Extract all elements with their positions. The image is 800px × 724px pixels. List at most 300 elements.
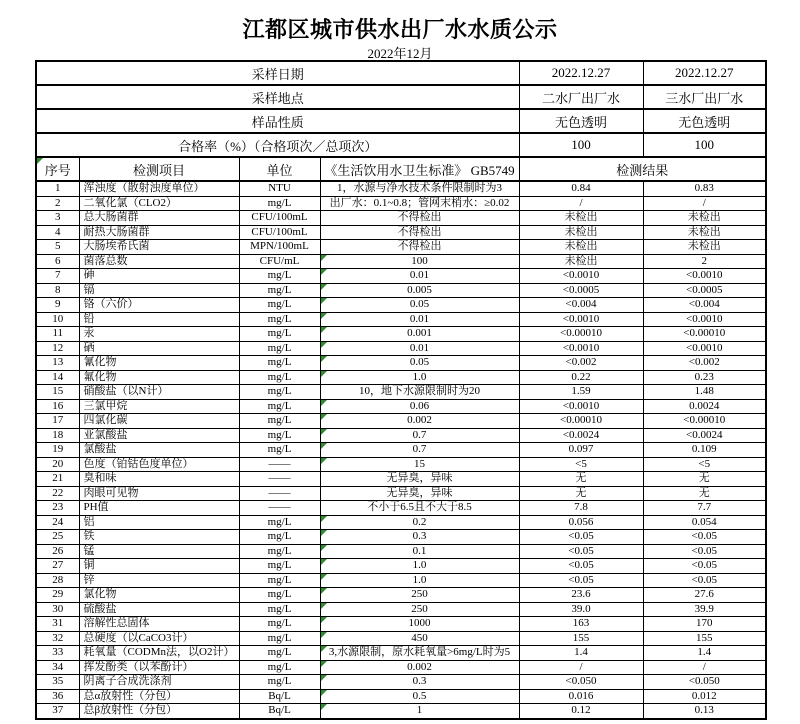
item-cell: 总β放射性（分包） xyxy=(79,704,239,719)
item-cell: 铜 xyxy=(79,559,239,574)
info-value-plant3: 2022.12.27 xyxy=(643,61,766,85)
item-cell: 锰 xyxy=(79,544,239,559)
standard-cell: 0.3 xyxy=(320,530,519,545)
result-cell-plant3: <0.050 xyxy=(643,675,766,690)
standard-cell: 出厂水：0.1~0.8；管网末梢水：≥0.02 xyxy=(320,196,519,211)
standard-cell: 1.0 xyxy=(320,573,519,588)
standard-cell: 不小于6.5且不大于8.5 xyxy=(320,501,519,516)
table-row xyxy=(36,559,766,574)
item-cell: 总硬度（以CaCO3计） xyxy=(79,631,239,646)
seq-cell: 24 xyxy=(36,515,79,530)
result-cell-plant2: <0.002 xyxy=(519,356,643,371)
result-cell-plant3: <0.05 xyxy=(643,544,766,559)
table-row xyxy=(36,269,766,284)
standard-cell: 1，水源与净水技术条件限制时为3 xyxy=(320,181,519,196)
unit-cell: CFU/100mL xyxy=(239,211,320,226)
result-cell-plant3: 未检出 xyxy=(643,211,766,226)
report-month: 2022年12月 xyxy=(367,46,433,61)
column-header-seq-label: 序号 xyxy=(44,162,71,178)
item-cell: PH值 xyxy=(79,501,239,516)
info-row-sampling-date xyxy=(36,61,766,85)
result-cell-plant3: 未检出 xyxy=(643,225,766,240)
result-cell-plant3: 0.0024 xyxy=(643,399,766,414)
excel-flag-icon xyxy=(321,356,327,362)
result-cell-plant2: <0.0024 xyxy=(519,428,643,443)
standard-cell: 无异臭，异味 xyxy=(320,472,519,487)
result-cell-plant3: 1.48 xyxy=(643,385,766,400)
table-row xyxy=(36,660,766,675)
result-cell-plant2: 未检出 xyxy=(519,240,643,255)
excel-flag-icon xyxy=(321,371,327,377)
standard-cell: 10，地下水源限制时为20 xyxy=(320,385,519,400)
unit-cell: mg/L xyxy=(239,573,320,588)
result-cell-plant2: 未检出 xyxy=(519,225,643,240)
seq-cell: 16 xyxy=(36,399,79,414)
table-row xyxy=(36,211,766,226)
item-cell: 硝酸盐（以N计） xyxy=(79,385,239,400)
unit-cell: mg/L xyxy=(239,544,320,559)
seq-cell: 20 xyxy=(36,457,79,472)
result-cell-plant3: 2 xyxy=(643,254,766,269)
excel-flag-icon xyxy=(321,400,327,406)
unit-cell: mg/L xyxy=(239,269,320,284)
seq-cell: 13 xyxy=(36,356,79,371)
result-cell-plant3: 0.109 xyxy=(643,443,766,458)
unit-cell: mg/L xyxy=(239,356,320,371)
result-cell-plant3: <0.00010 xyxy=(643,327,766,342)
seq-cell: 32 xyxy=(36,631,79,646)
column-header-result: 检测结果 xyxy=(519,157,766,181)
column-header-seq xyxy=(36,157,79,181)
seq-cell: 30 xyxy=(36,602,79,617)
table-row xyxy=(36,544,766,559)
item-cell: 砷 xyxy=(79,269,239,284)
standard-cell: 0.05 xyxy=(320,356,519,371)
result-cell-plant3: <0.0010 xyxy=(643,312,766,327)
unit-cell: mg/L xyxy=(239,283,320,298)
seq-cell: 4 xyxy=(36,225,79,240)
item-cell: 溶解性总固体 xyxy=(79,617,239,632)
seq-cell: 5 xyxy=(36,240,79,255)
result-cell-plant3: <0.00010 xyxy=(643,414,766,429)
seq-cell: 21 xyxy=(36,472,79,487)
result-cell-plant2: 1.4 xyxy=(519,646,643,661)
unit-cell: mg/L xyxy=(239,631,320,646)
item-cell: 大肠埃希氏菌 xyxy=(79,240,239,255)
info-value-plant2: 2022.12.27 xyxy=(519,61,643,85)
result-cell-plant2: <0.00010 xyxy=(519,327,643,342)
standard-cell: 0.7 xyxy=(320,443,519,458)
result-cell-plant2: 163 xyxy=(519,617,643,632)
info-value-plant2: 无色透明 xyxy=(519,109,643,133)
item-cell: 镉 xyxy=(79,283,239,298)
result-cell-plant3: 0.23 xyxy=(643,370,766,385)
excel-flag-icon xyxy=(321,617,327,623)
table-row xyxy=(36,414,766,429)
table-row xyxy=(36,312,766,327)
excel-flag-icon xyxy=(321,342,327,348)
table-row xyxy=(36,486,766,501)
column-header-item: 检测项目 xyxy=(79,157,239,181)
result-cell-plant2: <0.0010 xyxy=(519,312,643,327)
table-row xyxy=(36,428,766,443)
table-row xyxy=(36,298,766,313)
excel-flag-icon xyxy=(321,284,327,290)
standard-cell: 450 xyxy=(320,631,519,646)
result-cell-plant2: <5 xyxy=(519,457,643,472)
unit-cell: mg/L xyxy=(239,515,320,530)
item-cell: 阴离子合成洗涤剂 xyxy=(79,675,239,690)
unit-cell: CFU/100mL xyxy=(239,225,320,240)
excel-flag-icon xyxy=(321,675,327,681)
seq-cell: 11 xyxy=(36,327,79,342)
unit-cell: mg/L xyxy=(239,443,320,458)
table-row xyxy=(36,631,766,646)
unit-cell: —— xyxy=(239,486,320,501)
result-cell-plant3: / xyxy=(643,196,766,211)
excel-flag-icon xyxy=(321,704,327,710)
result-cell-plant3: 155 xyxy=(643,631,766,646)
seq-cell: 9 xyxy=(36,298,79,313)
result-cell-plant3: <0.004 xyxy=(643,298,766,313)
standard-cell: 0.3 xyxy=(320,675,519,690)
info-row-sampling-location xyxy=(36,85,766,109)
result-cell-plant2: <0.05 xyxy=(519,559,643,574)
result-cell-plant2: 0.84 xyxy=(519,181,643,196)
standard-cell: 不得检出 xyxy=(320,225,519,240)
table-row xyxy=(36,370,766,385)
result-cell-plant2: <0.05 xyxy=(519,573,643,588)
seq-cell: 18 xyxy=(36,428,79,443)
standard-cell: 15 xyxy=(320,457,519,472)
info-label: 样品性质 xyxy=(36,109,519,133)
result-cell-plant3: <5 xyxy=(643,457,766,472)
result-cell-plant2: <0.0010 xyxy=(519,269,643,284)
excel-flag-icon xyxy=(321,516,327,522)
info-label: 采样地点 xyxy=(36,85,519,109)
unit-cell: mg/L xyxy=(239,327,320,342)
item-cell: 亚氯酸盐 xyxy=(79,428,239,443)
result-cell-plant3: 0.83 xyxy=(643,181,766,196)
info-value-plant3: 无色透明 xyxy=(643,109,766,133)
table-row xyxy=(36,181,766,196)
standard-cell: 1.0 xyxy=(320,370,519,385)
item-cell: 氯化物 xyxy=(79,588,239,603)
result-cell-plant3: <0.0010 xyxy=(643,341,766,356)
unit-cell: mg/L xyxy=(239,559,320,574)
excel-flag-icon xyxy=(321,269,327,275)
result-cell-plant2: 0.016 xyxy=(519,689,643,704)
seq-cell: 17 xyxy=(36,414,79,429)
excel-flag-icon xyxy=(321,458,327,464)
result-cell-plant3: <0.05 xyxy=(643,559,766,574)
table-row xyxy=(36,283,766,298)
excel-flag-icon xyxy=(321,559,327,565)
result-cell-plant2: <0.050 xyxy=(519,675,643,690)
standard-cell: 无异臭，异味 xyxy=(320,486,519,501)
info-row-pass-rate xyxy=(36,133,766,157)
standard-cell: 0.01 xyxy=(320,341,519,356)
table-row xyxy=(36,501,766,516)
result-cell-plant2: <0.05 xyxy=(519,530,643,545)
table-row xyxy=(36,327,766,342)
standard-cell: 不得检出 xyxy=(320,211,519,226)
standard-cell: 不得检出 xyxy=(320,240,519,255)
result-cell-plant3: <0.05 xyxy=(643,573,766,588)
result-cell-plant2: / xyxy=(519,196,643,211)
table-row xyxy=(36,341,766,356)
unit-cell: mg/L xyxy=(239,385,320,400)
standard-cell: 0.002 xyxy=(320,660,519,675)
info-section xyxy=(36,61,766,181)
item-cell: 总α放射性（分包） xyxy=(79,689,239,704)
item-cell: 二氧化氯（CLO2） xyxy=(79,196,239,211)
standard-cell: 3,水源限制，原水耗氧量>6mg/L时为5 xyxy=(320,646,519,661)
table-row xyxy=(36,588,766,603)
table-row xyxy=(36,385,766,400)
unit-cell: mg/L xyxy=(239,588,320,603)
result-cell-plant2: 0.097 xyxy=(519,443,643,458)
result-cell-plant3: 无 xyxy=(643,472,766,487)
result-cell-plant2: <0.004 xyxy=(519,298,643,313)
data-rows xyxy=(36,181,766,719)
excel-flag-icon xyxy=(321,545,327,551)
item-cell: 耗氧量（CODMn法，以O2计） xyxy=(79,646,239,661)
unit-cell: mg/L xyxy=(239,660,320,675)
result-cell-plant2: 1.59 xyxy=(519,385,643,400)
unit-cell: CFU/mL xyxy=(239,254,320,269)
info-label: 采样日期 xyxy=(36,61,519,85)
excel-flag-icon xyxy=(321,530,327,536)
standard-cell: 250 xyxy=(320,588,519,603)
table-row xyxy=(36,530,766,545)
unit-cell: —— xyxy=(239,501,320,516)
unit-cell: mg/L xyxy=(239,341,320,356)
table-row xyxy=(36,254,766,269)
result-cell-plant2: 39.0 xyxy=(519,602,643,617)
table-row xyxy=(36,225,766,240)
seq-cell: 14 xyxy=(36,370,79,385)
table-row xyxy=(36,356,766,371)
seq-cell: 23 xyxy=(36,501,79,516)
excel-flag-icon xyxy=(321,255,327,261)
standard-cell: 0.7 xyxy=(320,428,519,443)
standard-cell: 0.1 xyxy=(320,544,519,559)
item-cell: 铁 xyxy=(79,530,239,545)
seq-cell: 8 xyxy=(36,283,79,298)
table-row xyxy=(36,457,766,472)
result-cell-plant2: <0.00010 xyxy=(519,414,643,429)
item-cell: 汞 xyxy=(79,327,239,342)
result-cell-plant2: 7.8 xyxy=(519,501,643,516)
seq-cell: 10 xyxy=(36,312,79,327)
standard-cell: 250 xyxy=(320,602,519,617)
item-cell: 氰化物 xyxy=(79,356,239,371)
result-cell-plant2: 0.22 xyxy=(519,370,643,385)
column-header-standard: 《生活饮用水卫生标准》 GB5749 xyxy=(320,157,519,181)
unit-cell: mg/L xyxy=(239,530,320,545)
table-row xyxy=(36,646,766,661)
seq-cell: 2 xyxy=(36,196,79,211)
result-cell-plant3: 27.6 xyxy=(643,588,766,603)
item-cell: 铝 xyxy=(79,515,239,530)
result-cell-plant2: 0.056 xyxy=(519,515,643,530)
excel-flag-icon xyxy=(321,429,327,435)
seq-cell: 15 xyxy=(36,385,79,400)
table-row xyxy=(36,472,766,487)
unit-cell: mg/L xyxy=(239,312,320,327)
result-cell-plant2: <0.0005 xyxy=(519,283,643,298)
result-cell-plant2: 155 xyxy=(519,631,643,646)
unit-cell: NTU xyxy=(239,181,320,196)
standard-cell: 0.01 xyxy=(320,269,519,284)
seq-cell: 29 xyxy=(36,588,79,603)
seq-cell: 12 xyxy=(36,341,79,356)
unit-cell: Bq/L xyxy=(239,704,320,719)
standard-cell: 0.05 xyxy=(320,298,519,313)
excel-flag-icon xyxy=(321,414,327,420)
seq-cell: 25 xyxy=(36,530,79,545)
standard-cell: 0.002 xyxy=(320,414,519,429)
result-cell-plant2: 0.12 xyxy=(519,704,643,719)
standard-cell: 1.0 xyxy=(320,559,519,574)
unit-cell: mg/L xyxy=(239,414,320,429)
seq-cell: 34 xyxy=(36,660,79,675)
unit-cell: mg/L xyxy=(239,370,320,385)
result-cell-plant2: 无 xyxy=(519,472,643,487)
item-cell: 挥发酚类（以苯酚计） xyxy=(79,660,239,675)
excel-flag-icon xyxy=(321,661,327,667)
item-cell: 总大肠菌群 xyxy=(79,211,239,226)
seq-cell: 1 xyxy=(36,181,79,196)
result-cell-plant3: / xyxy=(643,660,766,675)
info-value-plant2: 100 xyxy=(519,133,643,157)
result-cell-plant3: 1.4 xyxy=(643,646,766,661)
result-cell-plant3: 0.13 xyxy=(643,704,766,719)
excel-flag-icon xyxy=(321,327,327,333)
table-row xyxy=(36,196,766,211)
standard-cell: 100 xyxy=(320,254,519,269)
item-cell: 色度（铂钴色度单位） xyxy=(79,457,239,472)
seq-cell: 22 xyxy=(36,486,79,501)
unit-cell: mg/L xyxy=(239,428,320,443)
excel-flag-icon xyxy=(321,313,327,319)
result-cell-plant3: 未检出 xyxy=(643,240,766,255)
table-row xyxy=(36,399,766,414)
excel-flag-icon xyxy=(321,603,327,609)
info-row-sample-nature xyxy=(36,109,766,133)
table-row xyxy=(36,515,766,530)
seq-cell: 33 xyxy=(36,646,79,661)
result-cell-plant3: 0.012 xyxy=(643,689,766,704)
result-cell-plant3: <0.05 xyxy=(643,530,766,545)
seq-cell: 35 xyxy=(36,675,79,690)
unit-cell: mg/L xyxy=(239,617,320,632)
excel-flag-icon xyxy=(321,632,327,638)
result-cell-plant2: <0.0010 xyxy=(519,341,643,356)
result-cell-plant3: 39.9 xyxy=(643,602,766,617)
result-cell-plant2: 未检出 xyxy=(519,254,643,269)
column-header-row xyxy=(36,157,766,181)
item-cell: 臭和味 xyxy=(79,472,239,487)
table-row xyxy=(36,689,766,704)
unit-cell: —— xyxy=(239,457,320,472)
unit-cell: —— xyxy=(239,472,320,487)
result-cell-plant3: <0.002 xyxy=(643,356,766,371)
seq-cell: 37 xyxy=(36,704,79,719)
seq-cell: 26 xyxy=(36,544,79,559)
result-cell-plant3: <0.0010 xyxy=(643,269,766,284)
info-value-plant3: 三水厂出厂水 xyxy=(643,85,766,109)
excel-flag-icon xyxy=(321,298,327,304)
result-cell-plant2: / xyxy=(519,660,643,675)
table-row xyxy=(36,675,766,690)
item-cell: 铅 xyxy=(79,312,239,327)
table-row xyxy=(36,617,766,632)
item-cell: 浑浊度（散射浊度单位） xyxy=(79,181,239,196)
item-cell: 耐热大肠菌群 xyxy=(79,225,239,240)
result-cell-plant2: 23.6 xyxy=(519,588,643,603)
result-cell-plant2: 无 xyxy=(519,486,643,501)
table-row xyxy=(36,602,766,617)
seq-cell: 3 xyxy=(36,211,79,226)
column-header-unit: 单位 xyxy=(239,157,320,181)
item-cell: 四氯化碳 xyxy=(79,414,239,429)
seq-cell: 36 xyxy=(36,689,79,704)
result-cell-plant3: <0.0005 xyxy=(643,283,766,298)
result-cell-plant3: 170 xyxy=(643,617,766,632)
info-label: 合格率（%）（合格项次／总项次） xyxy=(36,133,519,157)
result-cell-plant2: <0.0010 xyxy=(519,399,643,414)
unit-cell: mg/L xyxy=(239,646,320,661)
item-cell: 氟化物 xyxy=(79,370,239,385)
unit-cell: mg/L xyxy=(239,602,320,617)
result-cell-plant3: 0.054 xyxy=(643,515,766,530)
table-row xyxy=(36,240,766,255)
item-cell: 菌落总数 xyxy=(79,254,239,269)
excel-flag-icon xyxy=(37,158,43,164)
page-title: 江都区城市供水出厂水水质公示 xyxy=(242,17,558,42)
item-cell: 锌 xyxy=(79,573,239,588)
excel-flag-icon xyxy=(321,588,327,594)
info-value-plant3: 100 xyxy=(643,133,766,157)
standard-cell: 0.5 xyxy=(320,689,519,704)
result-cell-plant2: <0.05 xyxy=(519,544,643,559)
standard-cell: 0.2 xyxy=(320,515,519,530)
table-row xyxy=(36,704,766,719)
seq-cell: 31 xyxy=(36,617,79,632)
excel-flag-icon xyxy=(321,646,327,652)
excel-flag-icon xyxy=(321,690,327,696)
standard-cell: 1000 xyxy=(320,617,519,632)
item-cell: 肉眼可见物 xyxy=(79,486,239,501)
seq-cell: 6 xyxy=(36,254,79,269)
unit-cell: mg/L xyxy=(239,399,320,414)
excel-flag-icon xyxy=(321,443,327,449)
seq-cell: 19 xyxy=(36,443,79,458)
seq-cell: 7 xyxy=(36,269,79,284)
water-quality-table xyxy=(35,60,767,720)
unit-cell: mg/L xyxy=(239,196,320,211)
unit-cell: mg/L xyxy=(239,298,320,313)
result-cell-plant3: 无 xyxy=(643,486,766,501)
info-value-plant2: 二水厂出厂水 xyxy=(519,85,643,109)
standard-cell: 0.005 xyxy=(320,283,519,298)
excel-flag-icon xyxy=(321,574,327,580)
standard-cell: 0.001 xyxy=(320,327,519,342)
item-cell: 硒 xyxy=(79,341,239,356)
result-cell-plant3: <0.0024 xyxy=(643,428,766,443)
